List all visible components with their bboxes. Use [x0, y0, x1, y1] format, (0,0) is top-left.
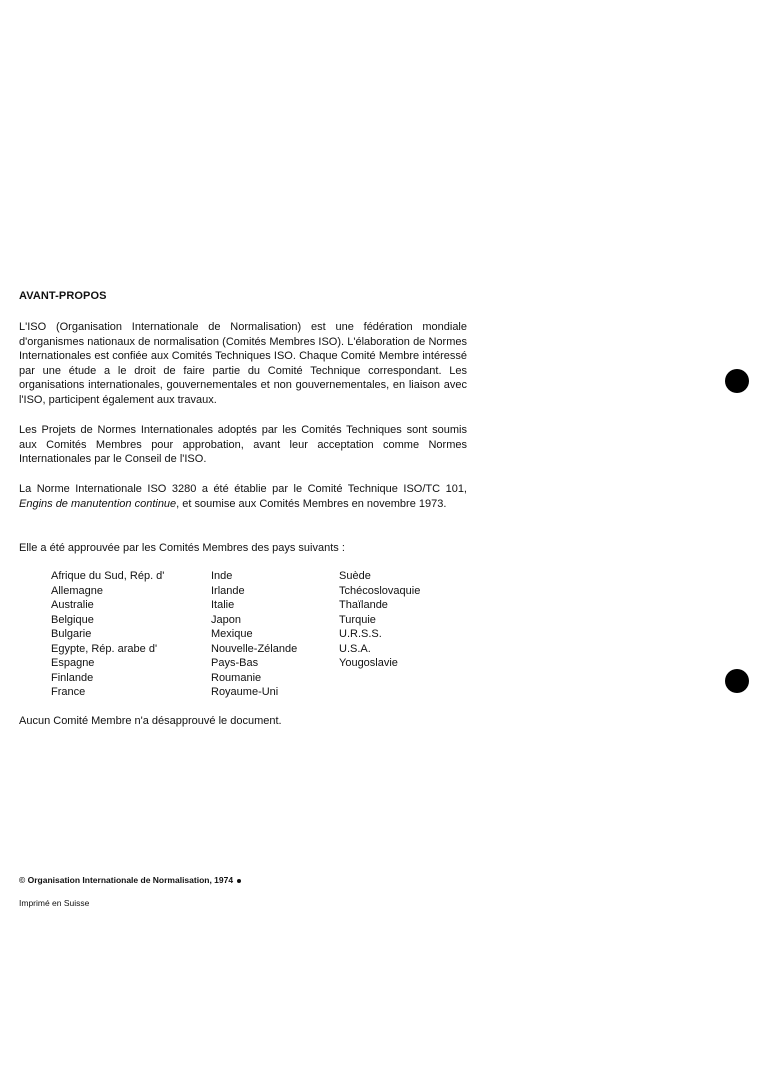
- country-item: Egypte, Rép. arabe d': [51, 642, 158, 655]
- paragraph-iso-3280-part2: , et soumise aux Comités Membres en novembre 1973.: [176, 497, 447, 510]
- paragraph-iso-intro: L'ISO (Organisation Internationale de Normalisation) est une fédération mondiale d'organismes nationaux de normalisation (Comités Membres ISO). L'élaboration de Normes Internationales est confiée aux Comités Techniques ISO. Chaque Comité Membre intéressé par une étude a le droit de faire partie du Comité Technique correspondant. Les organisations internationales, gouvernementales et non gouvernementales, en liaison avec l'ISO, participent également aux travaux.: [19, 321, 467, 406]
- paragraph-iso-3280-part1: La Norme Internationale ISO 3280 a été établie par le Comité Technique ISO/TC 101,: [19, 483, 467, 495]
- country-list-column-3: [339, 569, 420, 671]
- country-item: U.R.S.S.: [339, 628, 382, 640]
- country-item: U.S.A.: [339, 642, 371, 655]
- country-item: Nouvelle-Zélande: [211, 642, 298, 655]
- country-item: Espagne: [51, 657, 95, 669]
- country-item: Roumanie: [211, 671, 262, 684]
- country-item: Yougoslavie: [339, 657, 398, 669]
- punch-hole-icon: [725, 669, 749, 693]
- printed-in-notice: Imprimé en Suisse: [19, 898, 90, 908]
- page-heading: AVANT-PROPOS: [19, 290, 107, 302]
- country-item: Suède: [339, 570, 371, 582]
- copyright-notice: [19, 875, 241, 885]
- paragraph-draft-standards: Les Projets de Normes Internationales adoptés par les Comités Techniques sont soumis aux Comités Membres pour approbation, avant leur acceptation comme Normes Internationales par le Conseil de l'ISO.: [19, 424, 467, 465]
- bullet-dot-icon: [237, 879, 241, 883]
- country-list-column-2: [211, 569, 297, 700]
- country-item: Afrique du Sud, Rép. d': [51, 570, 165, 582]
- country-item: Mexique: [211, 628, 253, 640]
- country-item: Belgique: [51, 613, 94, 626]
- country-item: France: [51, 686, 86, 698]
- paragraph-approval: Elle a été approuvée par les Comités Membres des pays suivants :: [19, 542, 345, 554]
- country-item: Japon: [211, 613, 241, 626]
- country-item: Royaume-Uni: [211, 686, 279, 698]
- paragraph-no-disapproval: Aucun Comité Membre n'a désapprouvé le document.: [19, 715, 282, 727]
- country-item: Finlande: [51, 671, 94, 684]
- country-item: Pays-Bas: [211, 657, 259, 669]
- country-item: Italie: [211, 599, 235, 611]
- country-item: Australie: [51, 599, 94, 611]
- country-item: Bulgarie: [51, 628, 92, 640]
- country-item: Irlande: [211, 584, 245, 597]
- country-list-column-1: [51, 569, 164, 700]
- country-item: Inde: [211, 570, 233, 582]
- copyright-text: © Organisation Internationale de Normalisation, 1974: [19, 875, 234, 885]
- country-item: Turquie: [339, 613, 376, 626]
- committee-title: Engins de manutention continue: [19, 497, 177, 510]
- country-item: Thaïlande: [339, 599, 388, 611]
- country-item: Tchécoslovaquie: [339, 584, 421, 597]
- punch-hole-icon: [725, 369, 749, 393]
- country-item: Allemagne: [51, 584, 103, 597]
- paragraph-iso-3280: [19, 482, 467, 511]
